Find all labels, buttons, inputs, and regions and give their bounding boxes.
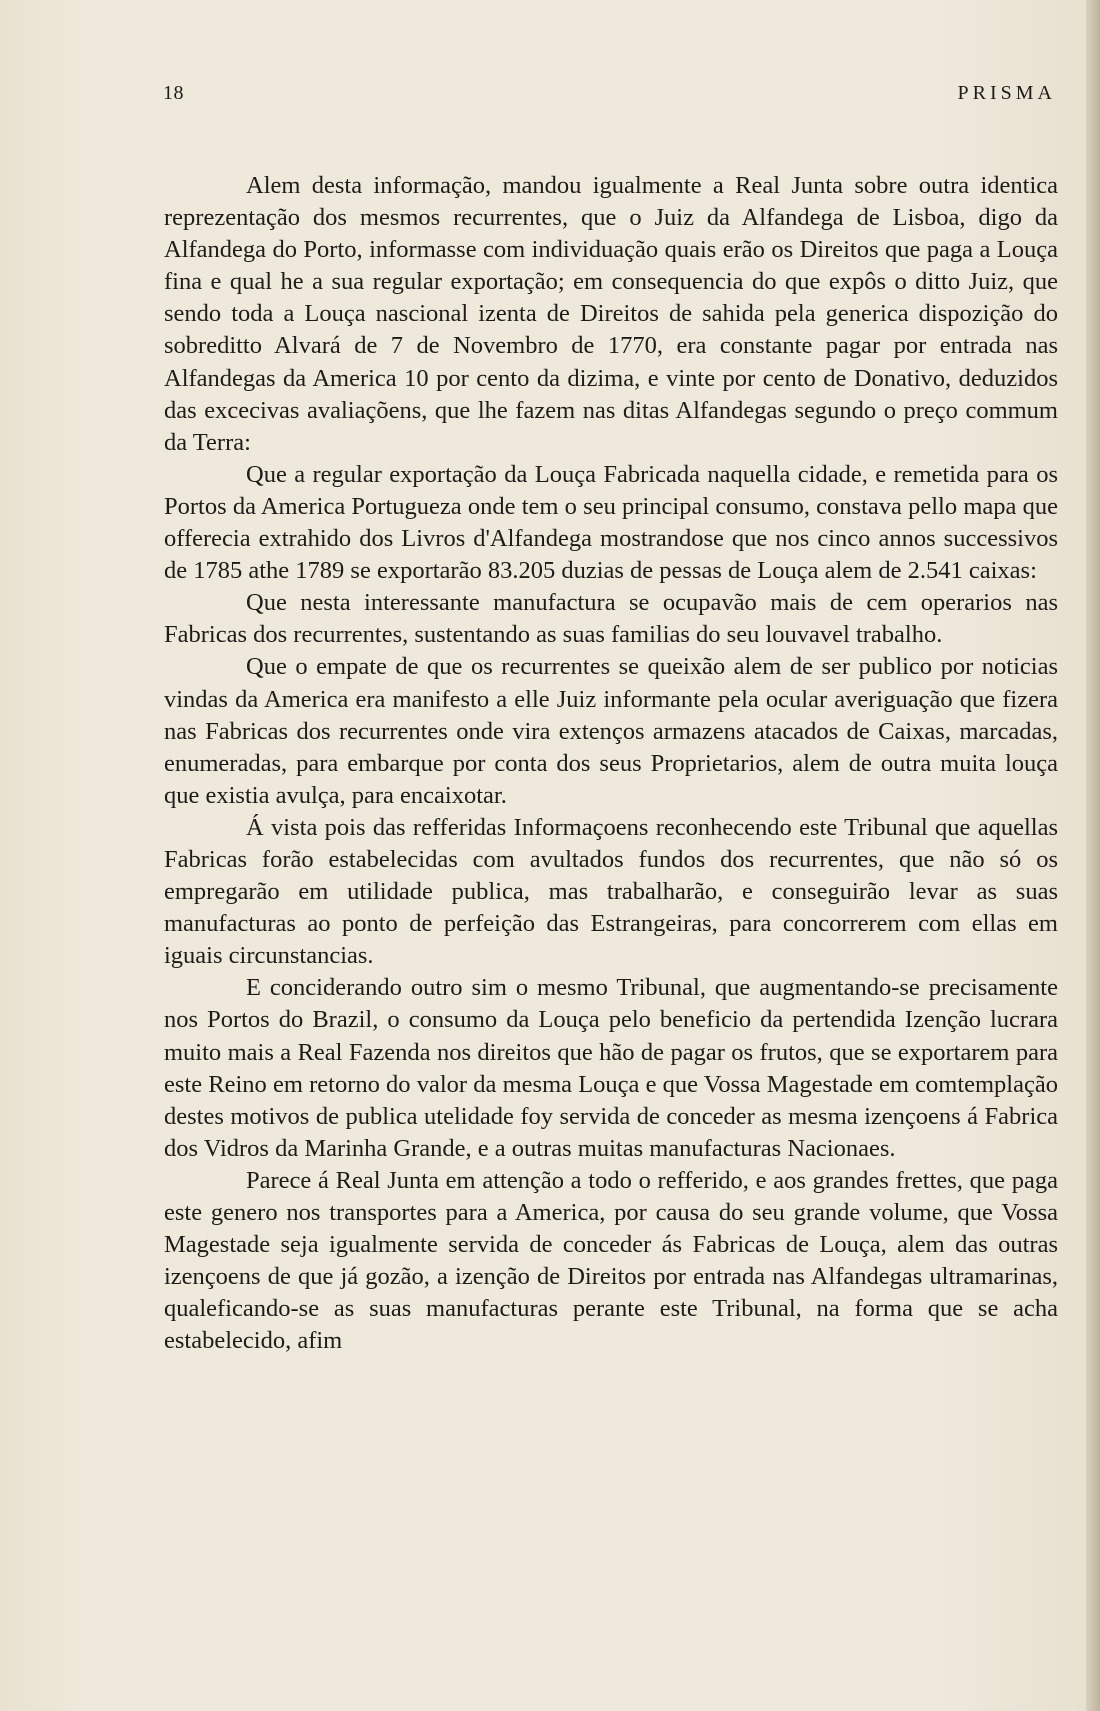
- paragraph: E conciderando outro sim o mesmo Tribunal, que augmentando-se precisamente nos Portos do Brazil, o consumo da Louça pelo beneficio da pertendida Izenção lucrara muito mais a Real Fazenda nos direitos que hão de pagar os frutos, que se exportarem para este Reino em retorno do valor da mesma Louça e que Vossa Magestade em comtemplação destes motivos de publica utelidade foy servida de conceder as mesma izençoens á Fabrica dos Vidros da Marinha Grande, e a outras muitas manufacturas Nacionaes.: [164, 974, 1058, 1162]
- paragraph: Que o empate de que os recurrentes se queixão alem de ser publico por noticias vindas da America era manifesto a elle Juiz informante pela ocular averiguação que fizera nas Fabricas dos recurrentes onde vira extenços armazens atacados de Caixas, marcadas, enumeradas, para embarque por conta dos seus Proprietarios, alem de outra muita louça que existia avulça, para encaixotar.: [164, 653, 1058, 809]
- paragraph: Que a regular exportação da Louça Fabricada naquella cidade, e remetida para os Portos da America Portugueza onde tem o seu principal consumo, constava pello mapa que offerecia extrahido dos Livros d'Alfandega mostrandose que nos cinco annos successivos de 1785 athe 1789 se exportarão 83.205 duzias de pessas de Louça alem de 2.541 caixas:: [164, 460, 1058, 585]
- paragraph: Alem desta informação, mandou igualmente a Real Junta sobre outra identica reprezentação dos mesmos recurrentes, que o Juiz da Alfandega de Lisboa, digo da Alfandega do Porto, informasse com individuação quais erão os Direitos que paga a Louça fina e qual he a sua regular exportação; em consequencia do que expôs o ditto Juiz, que sendo toda a Louça nascional izenta de Direitos de sahida pela generica dispozição do sobreditto Alvará de 7 de Novembro de 1770, era constante pagar por entrada nas Alfandegas da America 10 por cento da dizima, e vinte por cento de Donativo, deduzidos das excecivas avaliaçõens, que lhe fazem nas ditas Alfandegas segundo o preço commum da Terra:: [164, 172, 1058, 456]
- journal-title: PRISMA: [957, 82, 1056, 104]
- body-text: [164, 170, 1058, 1357]
- running-head: [163, 82, 1056, 112]
- page-number: 18: [163, 82, 184, 104]
- paragraph: Á vista pois das refferidas Informaçoens reconhecendo este Tribunal que aquellas Fabricas forão estabelecidas com avultados fundos dos recurrentes, que não só os empregarão em utilidade publica, mas trabalharão, e conseguirão levar as suas manufacturas ao ponto de perfeição das Estrangeiras, para concorrerem com ellas em iguais circunstancias.: [164, 813, 1058, 970]
- paragraph: Parece á Real Junta em attenção a todo o refferido, e aos grandes frettes, que paga este genero nos transportes para a America, por causa do seu grande volume, que Vossa Magestade seja igualmente servida de conceder ás Fabricas de Louça, alem das outras izençoens de que já gozão, a izenção de Direitos por entrada nas Alfandegas ultramarinas, qualeficando-se as suas manufacturas perante este Tribunal, na forma que se acha estabelecido, afim: [164, 1166, 1058, 1355]
- page-edge-shadow: [1086, 0, 1100, 1711]
- paragraph: Que nesta interessante manufactura se ocupavão mais de cem operarios nas Fabricas dos recurrentes, sustentando as suas familias do seu louvavel trabalho.: [164, 589, 1058, 649]
